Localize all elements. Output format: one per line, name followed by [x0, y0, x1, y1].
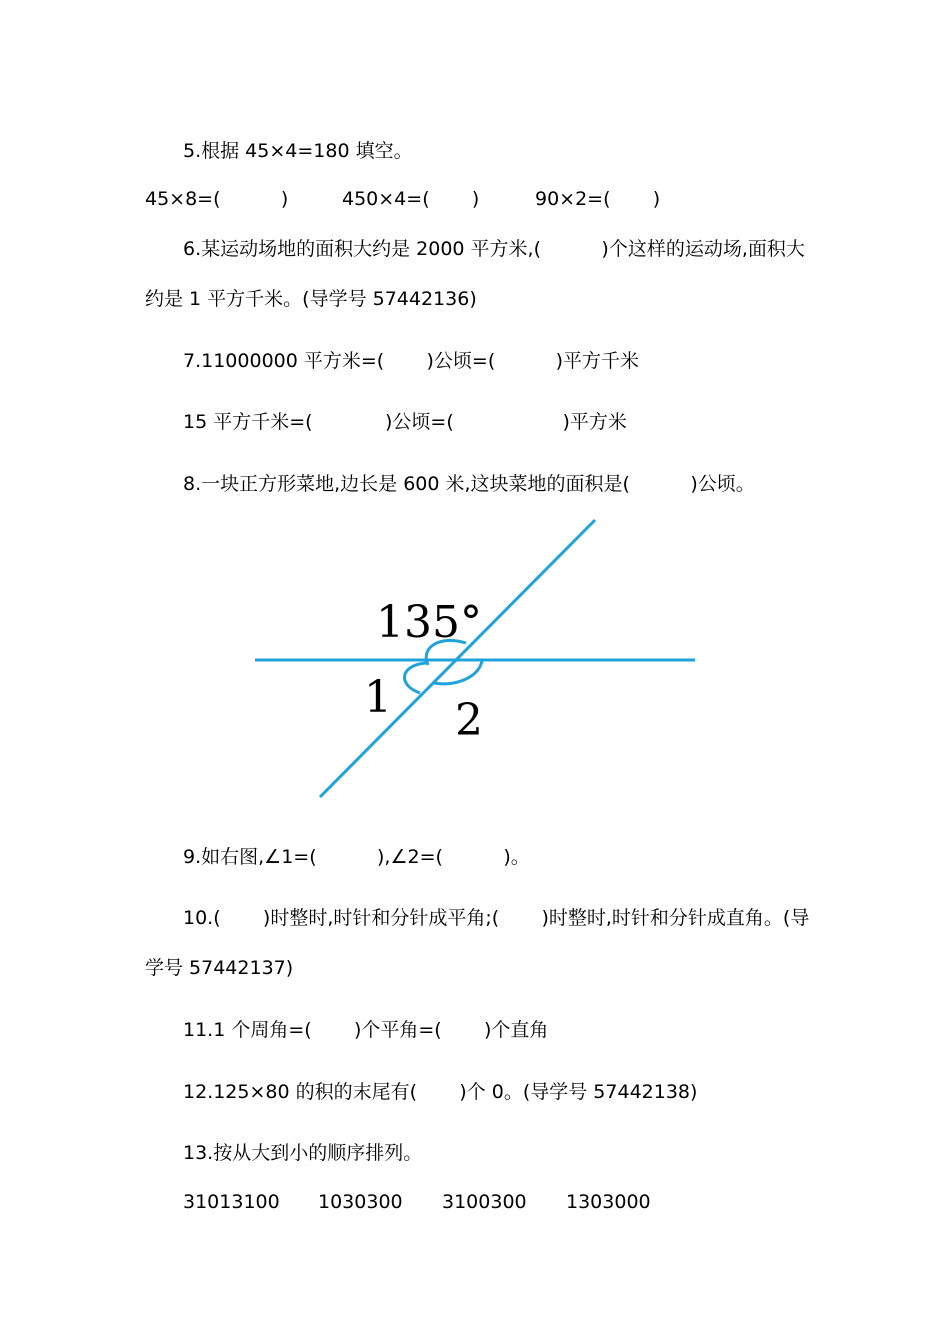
question-8: 8.一块正方形菜地,边长是 600 米,这块菜地的面积是( )公顷。: [183, 473, 755, 495]
question-5-stem: 5.根据 45×4=180 填空。: [183, 140, 413, 162]
question-9: 9.如右图,∠1=( ),∠2=( )。: [183, 846, 530, 868]
question-13-number-1: 31013100: [183, 1191, 280, 1213]
question-6-line-2: 约是 1 平方千米。(导学号 57442136): [145, 288, 477, 310]
angle-135-label: 135°: [376, 597, 482, 648]
intersecting-lines-figure: [250, 515, 700, 805]
question-13-stem: 13.按从大到小的顺序排列。: [183, 1142, 423, 1164]
question-7-line-2: 15 平方千米=( )公顷=( )平方米: [183, 411, 627, 433]
question-10-line-1: 10.( )时整时,时针和分针成平角;( )时整时,时针和分针成直角。(导: [183, 907, 810, 929]
angle-2-label: 2: [455, 695, 483, 746]
question-7-line-1: 7.11000000 平方米=( )公顷=( )平方千米: [183, 350, 640, 372]
angle-1-label: 1: [364, 672, 392, 723]
question-13-number-4: 1303000: [566, 1191, 651, 1213]
angle-1-arc: [404, 663, 426, 693]
question-5-item-3: 90×2=( ): [535, 188, 661, 210]
question-13-number-2: 1030300: [318, 1191, 403, 1213]
question-11: 11.1 个周角=( )个平角=( )个直角: [183, 1019, 549, 1041]
question-6-line-1: 6.某运动场地的面积大约是 2000 平方米,( )个这样的运动场,面积大: [183, 238, 805, 260]
question-13-number-3: 3100300: [442, 1191, 527, 1213]
question-5-item-2: 450×4=( ): [342, 188, 480, 210]
question-12: 12.125×80 的积的末尾有( )个 0。(导学号 57442138): [183, 1081, 698, 1103]
intersecting-lines-svg: [250, 515, 700, 805]
question-10-line-2: 学号 57442137): [145, 957, 294, 979]
question-5-item-1: 45×8=( ): [145, 188, 289, 210]
angle-2-arc: [434, 660, 482, 684]
